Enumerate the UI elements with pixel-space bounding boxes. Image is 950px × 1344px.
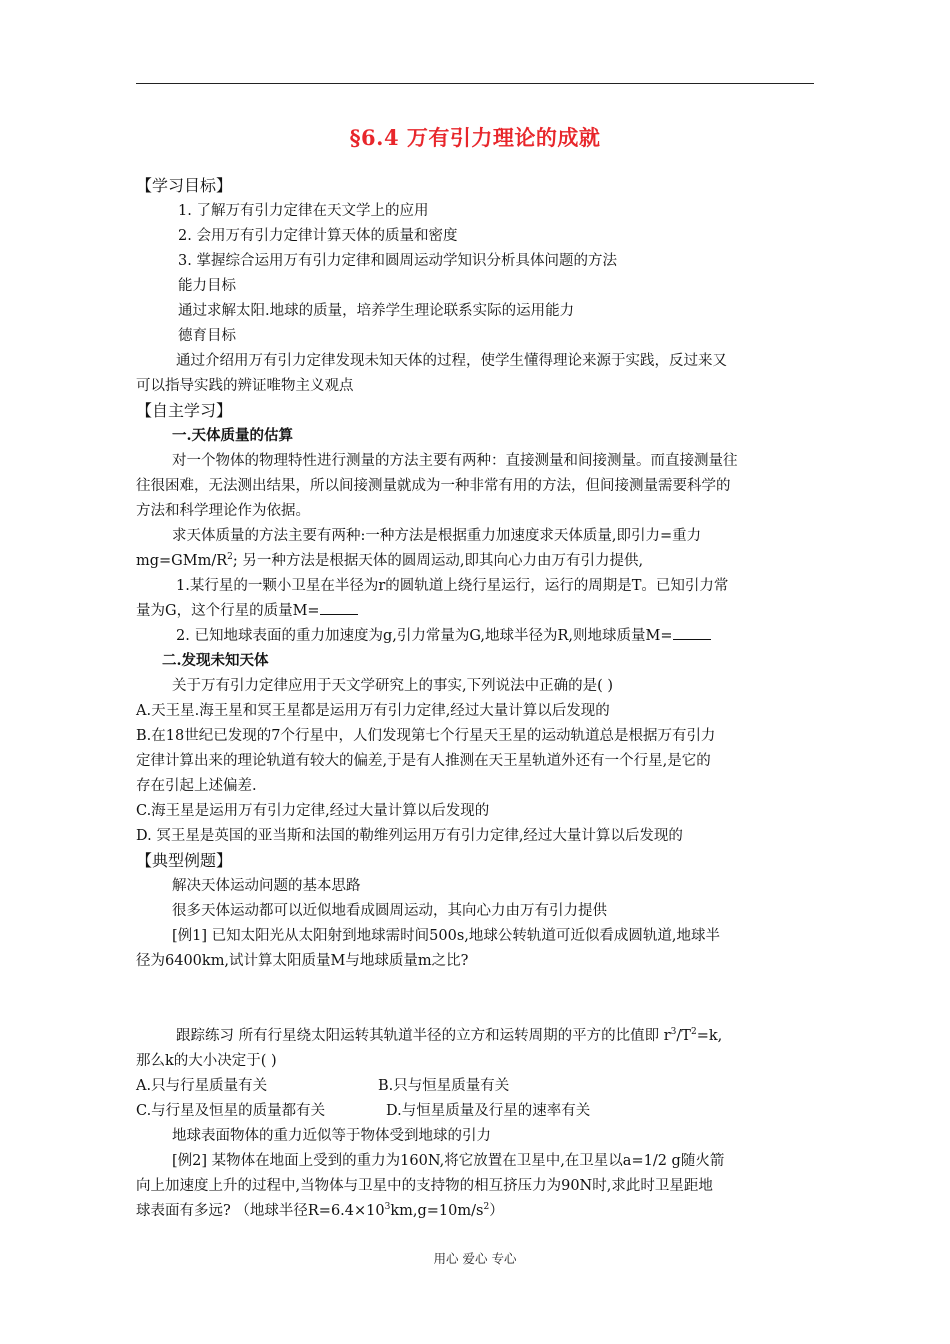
superscript: 2	[483, 1202, 490, 1213]
ability-heading: 能力目标	[178, 278, 236, 294]
superscript: 2	[690, 1027, 697, 1038]
follow-option-c: C.与行星及恒星的质量都有关	[136, 1103, 326, 1119]
part1-paragraph-line-3: 方法和科学理论作为依据。	[136, 503, 310, 519]
option-b-line-2: 定律计算出来的理论轨道有较大的偏差,于是有人推测在天王星轨道外还有一个行星,是它的	[136, 753, 711, 769]
idea-heading: 解决天体运动问题的基本思路	[172, 878, 361, 894]
example-2-text: 球表面有多远? （地球半径R=6.4×10	[136, 1203, 385, 1219]
example-2-line-3	[136, 1201, 504, 1221]
option-c: C.海王星是运用万有引力定律,经过大量计算以后发现的	[136, 803, 490, 819]
follow-option-d: D.与恒星质量及行星的速率有关	[386, 1103, 591, 1119]
section-heading-objectives: 【学习目标】	[136, 176, 233, 195]
option-a: A.天王星.海王星和冥王星都是运用万有引力定律,经过大量计算以后发现的	[136, 703, 610, 719]
follow-up-line-1	[176, 1026, 722, 1046]
example-1-line-2: 径为6400km,试计算太阳质量M与地球质量m之比?	[136, 953, 469, 969]
follow-up-text: 跟踪练习 所有行星绕太阳运转其轨道半径的立方和运转周期的平方的比值即 r	[176, 1028, 671, 1044]
ability-text: 通过求解太阳.地球的质量，培养学生理论联系实际的运用能力	[178, 303, 575, 319]
idea-text: 很多天体运动都可以近似地看成圆周运动，其向心力由万有引力提供	[172, 903, 607, 919]
example-2-text: ）	[489, 1203, 504, 1219]
follow-up-text: /T	[676, 1028, 691, 1044]
question-1-line-1: 1.某行星的一颗小卫星在半径为r的圆轨道上绕行星运行，运行的周期是T。已知引力常	[176, 578, 729, 594]
moral-text-line-1: 通过介绍用万有引力定律发现未知天体的过程，使学生懂得理论来源于实践，反过来又	[176, 353, 727, 369]
part1-method-line-1: 求天体质量的方法主要有两种:一种方法是根据重力加速度求天体质量,即引力=重力	[172, 528, 702, 544]
page-footer: 用心 爱心 专心	[433, 1251, 517, 1266]
follow-up-line-2: 那么k的大小决定于( )	[136, 1053, 277, 1069]
follow-option-a: A.只与行星质量有关	[136, 1078, 268, 1094]
page-title: §6.4 万有引力理论的成就	[349, 125, 601, 150]
part2-question: 关于万有引力定律应用于天文学研究上的事实,下列说法中正确的是( )	[172, 678, 614, 694]
option-b-line-1: B.在18世纪已发现的7个行星中，人们发现第七个行星天王星的运动轨道总是根据万有引力	[136, 728, 716, 744]
objective-item-3: 3. 掌握综合运用万有引力定律和圆周运动学知识分析具体问题的方法	[178, 253, 617, 269]
part2-heading: 二.发现未知天体	[162, 652, 269, 669]
superscript: 2	[227, 552, 233, 563]
superscript: 3	[384, 1202, 391, 1213]
follow-up-text: =k,	[696, 1028, 723, 1044]
question-2-text: 2. 已知地球表面的重力加速度为g,引力常量为G,地球半径为R,则地球质量M=	[176, 628, 673, 644]
example-1-line-1: [例1] 已知太阳光从太阳射到地球需时间500s,地球公转轨道可近似看成圆轨道,地球半	[172, 928, 720, 944]
objective-item-1: 1. 了解万有引力定律在天文学上的应用	[178, 203, 429, 219]
gravity-note: 地球表面物体的重力近似等于物体受到地球的引力	[172, 1128, 491, 1144]
question-2	[176, 626, 711, 646]
part1-heading: 一.天体质量的估算	[172, 427, 294, 444]
moral-heading: 德育目标	[178, 328, 236, 344]
superscript: 3	[670, 1027, 677, 1038]
follow-option-b: B.只与恒星质量有关	[378, 1078, 510, 1094]
part1-method-line-2	[136, 551, 643, 571]
example-2-text: km,g=10m/s	[390, 1203, 484, 1219]
section-heading-examples: 【典型例题】	[136, 851, 233, 870]
method-text: ; 另一种方法是根据天体的圆周运动,即其向心力由万有引力提供,	[232, 553, 644, 569]
question-1-line-2	[136, 601, 358, 621]
example-2-line-2: 向上加速度上升的过程中,当物体与卫星中的支持物的相互挤压力为90N时,求此时卫星距地	[136, 1178, 713, 1194]
option-b-line-3: 存在引起上述偏差.	[136, 778, 257, 794]
formula-text: mg=GMm/R	[136, 553, 228, 569]
example-2-line-1: [例2] 某物体在地面上受到的重力为160N,将它放置在卫星中,在卫星以a=1/2 g随火箭	[172, 1153, 725, 1169]
part1-paragraph-line-2: 往很困难，无法测出结果，所以间接测量就成为一种非常有用的方法，但间接测量需要科学的	[136, 478, 731, 494]
question-1-text: 量为G，这个行星的质量M=	[136, 603, 320, 619]
moral-text-line-2: 可以指导实践的辨证唯物主义观点	[136, 378, 354, 394]
part1-paragraph-line-1: 对一个物体的物理特性进行测量的方法主要有两种：直接测量和间接测量。而直接测量往	[172, 453, 738, 469]
option-d: D. 冥王星是英国的亚当斯和法国的勒维列运用万有引力定律,经过大量计算以后发现的	[136, 828, 683, 844]
objective-item-2: 2. 会用万有引力定律计算天体的质量和密度	[178, 228, 458, 244]
header-rule	[136, 83, 814, 84]
section-heading-self-study: 【自主学习】	[136, 401, 233, 420]
answer-blank	[320, 602, 358, 615]
answer-blank	[673, 627, 711, 640]
